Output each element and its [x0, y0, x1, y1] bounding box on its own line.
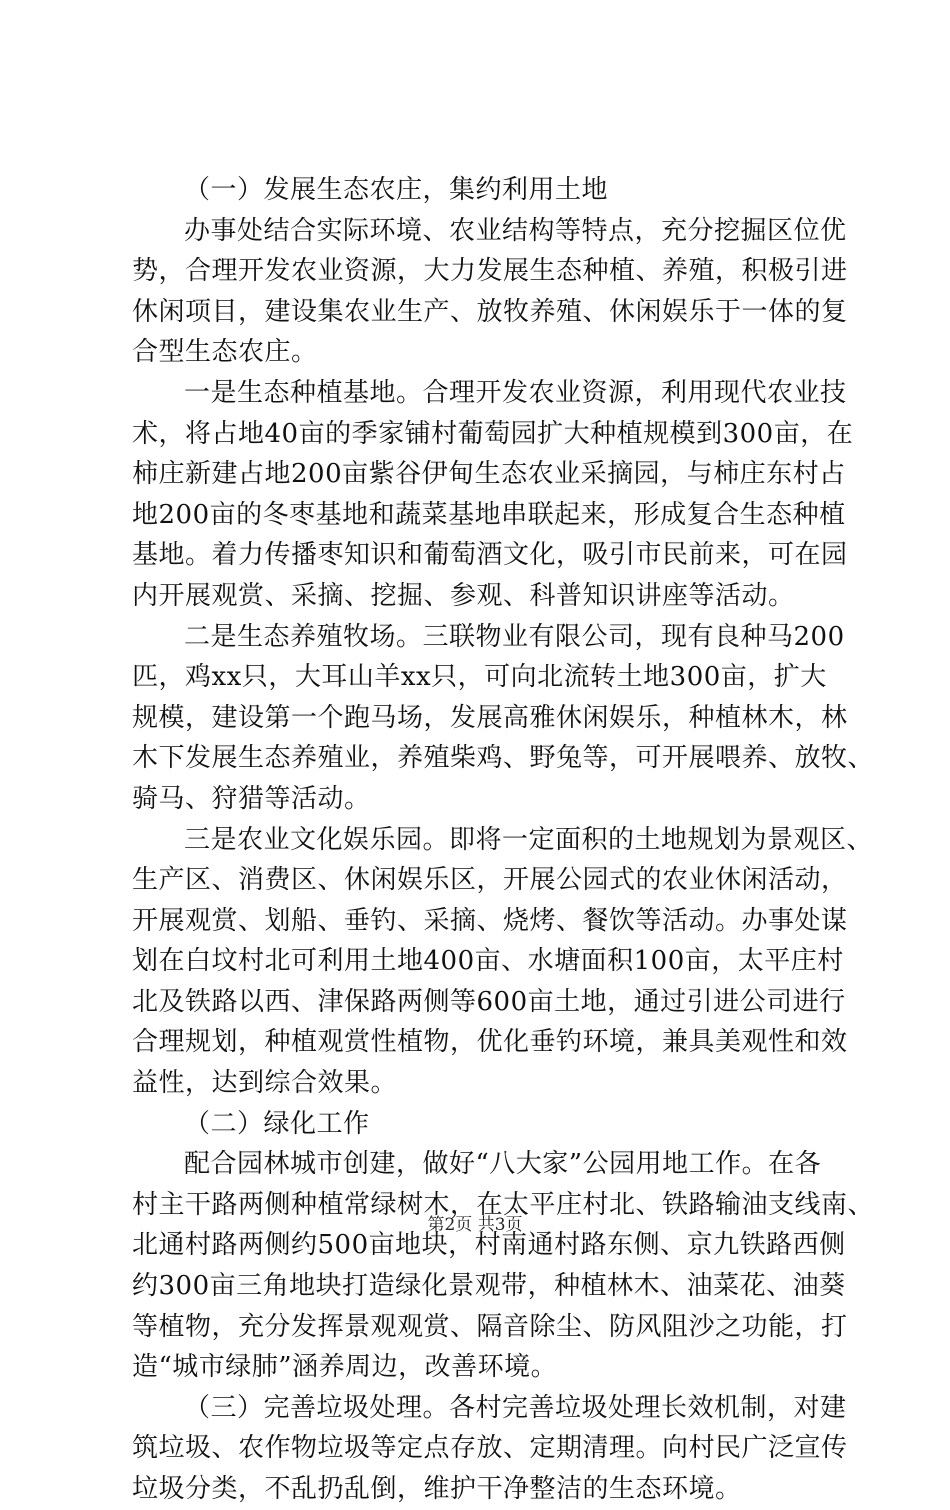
text-line: 内开展观赏、采摘、挖掘、参观、科普知识讲座等活动。 [132, 580, 795, 611]
text-line: 基地。着力传播枣知识和葡萄酒文化，吸引市民前来，可在园 [132, 540, 848, 571]
text-line: 一是生态种植基地。合理开发农业资源，利用现代农业技 [184, 377, 847, 408]
text-line: 骑马、狩猎等活动。 [132, 783, 371, 814]
section-heading-2 [132, 1104, 844, 1145]
text-line: 合理规划，种植观赏性植物，优化垂钓环境，兼具美观性和效 [132, 1027, 848, 1058]
text-line: 划在白坟村北可利用土地400亩、水塘面积100亩，太平庄村 [132, 946, 844, 977]
text-line: 柿庄新建占地200亩紫谷伊甸生态农业采摘园，与柿庄东村占 [132, 459, 846, 490]
page-number-footer: 第2页 共3页 [427, 1215, 523, 1235]
paragraph-ranch [132, 617, 875, 820]
text-line: 筑垃圾、农作物垃圾等定点存放、定期清理。向村民广泛宣传 [132, 1433, 848, 1464]
paragraph-culture-park [132, 820, 874, 1104]
text-line: 造“城市绿肺”涵养周边，改善环境。 [132, 1352, 558, 1383]
text-line: 二是生态养殖牧场。三联物业有限公司，现有良种马200 [184, 621, 845, 652]
text-line: 地200亩的冬枣基地和蔬菜基地串联起来，形成复合生态种植 [132, 499, 846, 530]
text-line: 配合园林城市创建，做好“八大家”公园用地工作。在各 [184, 1149, 822, 1180]
text-line: 等植物，充分发挥景观观赏、隔音除尘、防风阻沙之功能，打 [132, 1311, 848, 1342]
paragraph-intro [132, 211, 848, 373]
paragraph-garbage [132, 1388, 848, 1510]
text-line: 合型生态农庄。 [132, 337, 318, 368]
text-line: 休闲项目，建设集农业生产、放牧养殖、休闲娱乐于一体的复 [132, 296, 848, 327]
paragraph-greening [132, 1144, 875, 1388]
text-line: 生产区、消费区、休闲娱乐区，开展公园式的农业休闲活动， [132, 865, 848, 896]
text-line: 益性，达到综合效果。 [132, 1068, 398, 1099]
text-line: 匹，鸡xx只，大耳山羊xx只，可向北流转土地300亩，扩大 [132, 662, 827, 693]
text-line: 垃圾分类，不乱扔乱倒，维护干净整洁的生态环境。 [132, 1474, 742, 1504]
heading-line: （一）发展生态农庄，集约利用土地 [184, 175, 609, 205]
paragraph-planting-base [132, 373, 854, 617]
section-heading-1 [132, 170, 844, 211]
text-line: 木下发展生态养殖业，养殖柴鸡、野兔等，可开展喂养、放牧、 [132, 743, 875, 774]
text-line: 村主干路两侧种植常绿树木，在太平庄村北、铁路输油支线南、 [132, 1189, 875, 1220]
text-line: 开展观赏、划船、垂钓、采摘、烧烤、餐饮等活动。办事处谋 [132, 905, 848, 936]
text-line: 势，合理开发农业资源，大力发展生态种植、养殖，积极引进 [132, 256, 848, 287]
text-line: （三）完善垃圾处理。各村完善垃圾处理长效机制，对建 [184, 1392, 847, 1423]
text-line: 北通村路两侧约500亩地块，村南通村路东侧、京九铁路西侧 [132, 1230, 846, 1261]
heading-line: （二）绿化工作 [184, 1108, 370, 1139]
text-line: 规模，建设第一个跑马场，发展高雅休闲娱乐，种植林木，林 [132, 702, 848, 733]
text-line: 三是农业文化娱乐园。即将一定面积的土地规划为景观区、 [184, 824, 874, 855]
text-line: 办事处结合实际环境、农业结构等特点，充分挖掘区位优 [184, 215, 847, 246]
document-body [132, 170, 875, 1510]
text-line: 北及铁路以西、津保路两侧等600亩土地，通过引进公司进行 [132, 986, 846, 1017]
text-line: 约300亩三角地块打造绿化景观带，种植林木、油菜花、油葵 [132, 1271, 846, 1302]
text-line: 术，将占地40亩的季家铺村葡萄园扩大种植规模到300亩，在 [132, 418, 854, 449]
